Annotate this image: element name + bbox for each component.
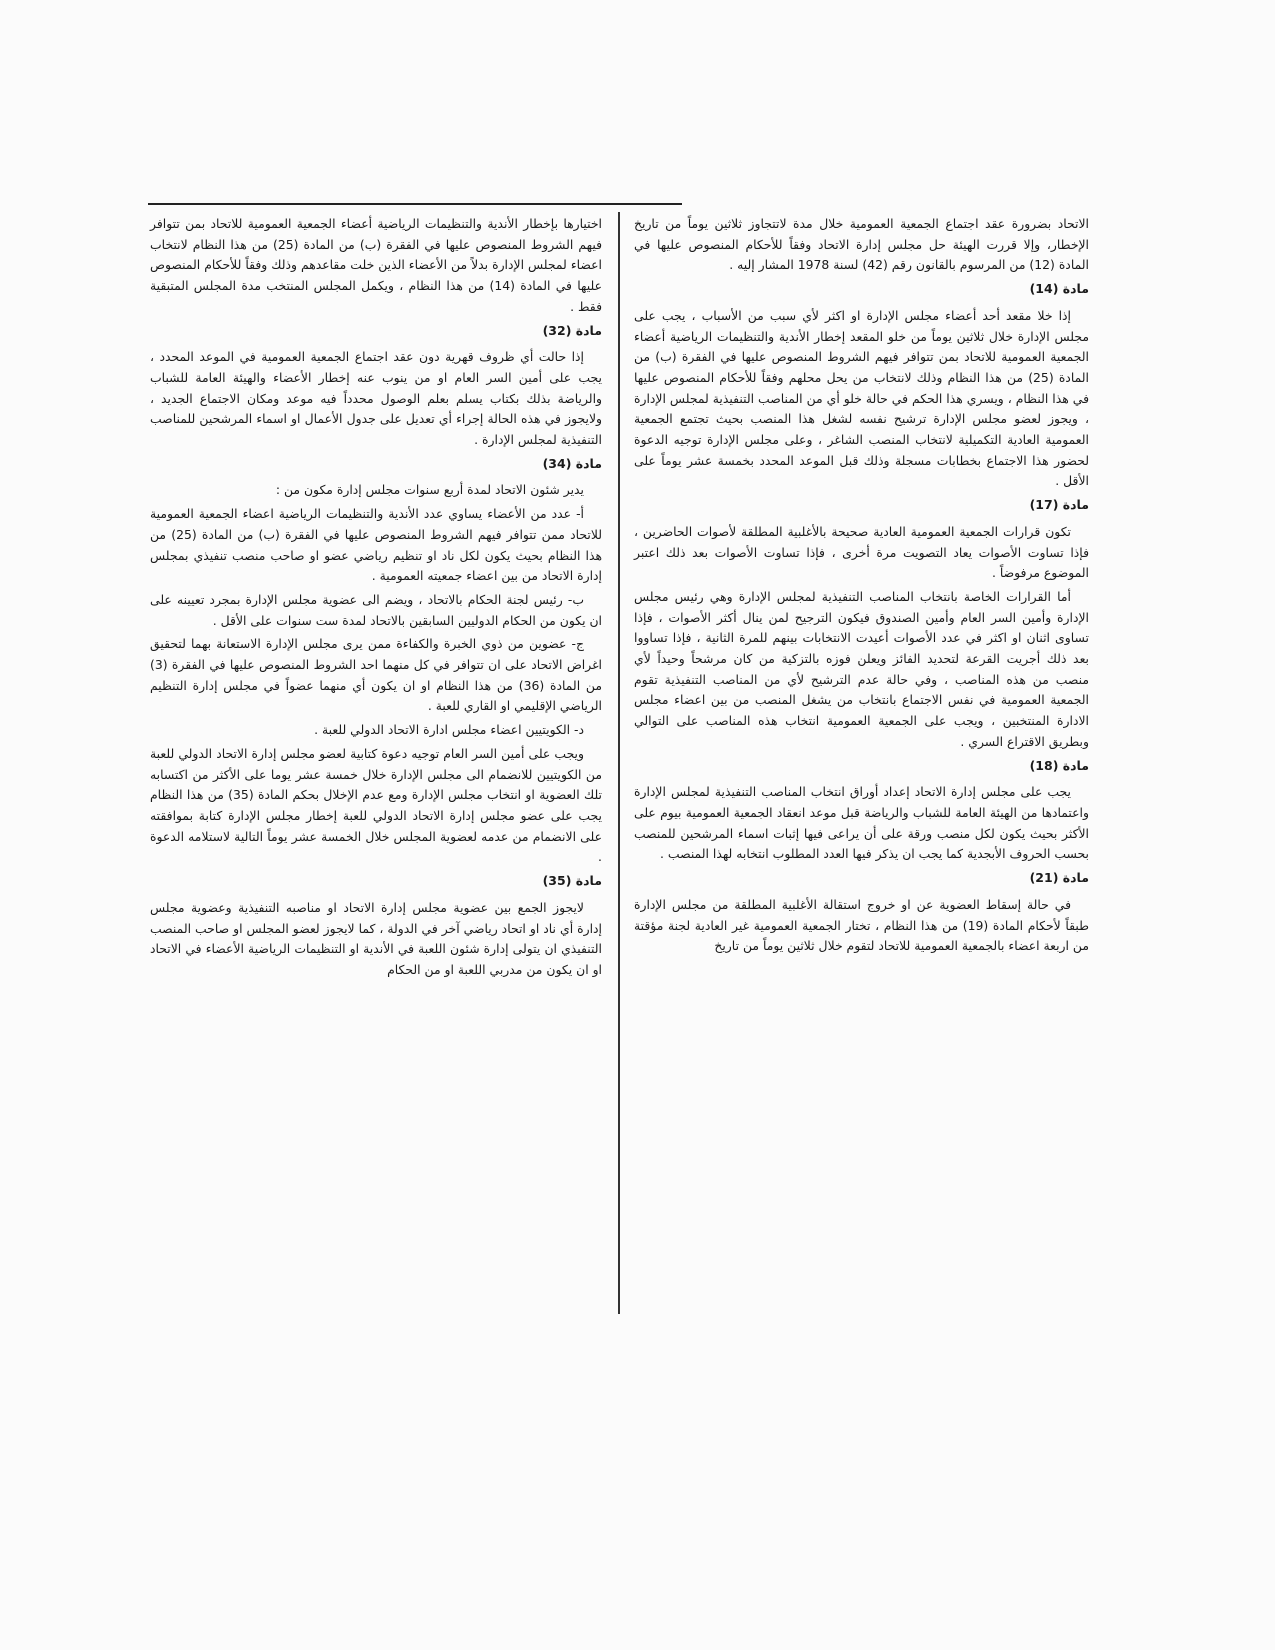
article-21-continuation: اختيارها بإخطار الأندية والتنظيمات الرياضية أعضاء الجمعية العمومية للاتحاد بمن تتوافر فيهم الشروط المنصوص عليها في الفقرة (ب) من المادة (25) من هذا النظام لانتخاب اعضاء لمجلس الإدارة بدلاً من الأعضاء الذين خلت مقاعدهم وذلك وفقاً للأحكام المنصوص عليها في المادة (14) من هذا النظام ، ويكمل المجلس المنتخب مدة المجلس المتبقية فقط . [150, 216, 602, 314]
article-32-heading [150, 321, 602, 342]
article-14-text: إذا خلا مقعد أحد أعضاء مجلس الإدارة او اكثر لأي سبب من الأسباب ، يجب على مجلس الإدارة خلال ثلاثين يوماً من خلو المقعد إخطار الأندية والتنظيمات الرياضية أعضاء الجمعية العمومية للاتحاد بمن تتوافر فيهم الشروط المنصوص عليها في الفقرة (ب) من المادة (25) من هذا النظام وذلك لانتخاب من يحل محلهم وفقاً للأحكام المنصوص عليها في هذا النظام ، ويسري هذا الحكم في حالة خلو أي من المناصب التنفيذية لمجلس الإدارة ، ويجوز لعضو مجلس الإدارة ترشيح نفسه لشغل هذا المنصب بحيث تجتمع الجمعية العمومية العادية التكميلية لانتخاب المنصب الشاغر ، وعلى مجلس الإدارة توجيه الدعوة لحضور هذا الاجتماع بخطابات مسجلة وذلك قبل الموعد المحدد بخمسة عشر يوماً على الأقل . [634, 307, 1089, 489]
article-34-heading [150, 454, 602, 475]
article-34-intro: يدير شئون الاتحاد لمدة أربع سنوات مجلس إدارة مكون من : [275, 482, 584, 498]
article-34-item-a: أ- عدد من الأعضاء يساوي عدد الأندية والتنظيمات الرياضية اعضاء الجمعية العمومية للاتحاد ممن تتوافر فيهم الشروط المنصوص عليها في الفقرة (ب) من المادة (25) من هذا النظام بحيث يكون لكل ناد او تنظيم رياضي عضو او صاحب منصب تنفيذي بمجلس إدارة الاتحاد من بين اعضاء جمعيته العمومية . [150, 506, 603, 584]
article-34-item-b: ب- رئيس لجنة الحكام بالاتحاد ، ويضم الى عضوية مجلس الإدارة بمجرد تعيينه على ان يكون من الحكام الدوليين السابقين بالاتحاد لمدة ست سنوات على الأقل . [150, 591, 602, 628]
column-divider [618, 212, 620, 1314]
article-35-title: مادة (35) [542, 873, 602, 889]
article-21-text: في حالة إسقاط العضوية عن او خروج استقالة الأغلبية المطلقة من مجلس الإدارة طبقاً لأحكام المادة (19) من هذا النظام ، تختار الجمعية العمومية غير العادية لجنة مؤقتة من اربعة اعضاء بالجمعية العمومية للاتحاد لتقوم خلال ثلاثين يوماً من تاريخ [634, 896, 1089, 954]
article-32-text: إذا حالت أي ظروف قهرية دون عقد اجتماع الجمعية العمومية في الموعد المحدد ، يجب على أمين السر العام او من ينوب عنه إخطار الأعضاء والهيئة العامة للشباب والرياضة بذلك بكتاب يسلم بعلم الوصول محدداً فيه موعد ومكان الاجتماع الجديد ، ولايجوز في هذه الحالة إجراء أي تعديل على جدول الأعمال او اسماء المرشحين للمناصب التنفيذية لمجلس الإدارة . [150, 349, 602, 448]
article-17-heading [634, 495, 1089, 516]
article-21-title: مادة (21) [1029, 870, 1089, 886]
left-column [150, 214, 602, 984]
article-14-title: مادة (14) [1029, 281, 1089, 297]
article-18-heading [634, 756, 1089, 777]
article-34-item-d: د- الكويتيين اعضاء مجلس ادارة الاتحاد الدولي للعبة . [314, 722, 584, 738]
article-34-title: مادة (34) [542, 455, 602, 471]
article-34-closing: ويجب على أمين السر العام توجيه دعوة كتابية لعضو مجلس إدارة الاتحاد الدولي للعبة من الكويتيين للانضمام الى مجلس الإدارة خلال خمسة عشر يوما على الأكثر من اكتسابه تلك العضوية او انتخاب مجلس الإدارة ومع عدم الإخلال بحكم المادة (35) من هذا النظام يجب على عضو مجلس إدارة الاتحاد الدولي للعبة إخطار مجلس الإدارة كتابة بموافقته على الانضمام من عدمه لعضوية المجلس خلال الخمسة عشر يوماً التالية لاستلامه الدعوة . [150, 745, 602, 865]
article-18-title: مادة (18) [1029, 757, 1089, 773]
article-17-paragraph-2: أما القرارات الخاصة بانتخاب المناصب التنفيذية لمجلس الإدارة وهي رئيس مجلس الإدارة وأمين السر العام وأمين الصندوق فيكون الترجيح لمن ينال أكثر الأصوات ، فإذا تساوى اثنان او اكثر في عدد الأصوات أعيدت الانتخابات بينهم للمرة الثانية ، فإذا تساووا بعد ذلك أجريت القرعة لتحديد الفائز ويعلن فوزه بالتزكية من كان مرشحاً وحيداً لأي منصب من هذه المناصب ، وفي حالة عدم الترشيح لأي من المناصب التنفيذية تقوم الجمعية العمومية في نفس الاجتماع بانتخاب من يشغل المنصب من بين اعضاء مجلس الادارة المنتخبين ، ويجب على الجمعية العمومية انتخاب هذه المناصب على التوالي وبطريق الاقتراع السري . [634, 588, 1089, 749]
article-13-continuation: الاتحاد بضرورة عقد اجتماع الجمعية العمومية خلال مدة لاتتجاوز ثلاثين يوماً من تاريخ الإخطار، وإلا قررت الهيئة حل مجلس إدارة الاتحاد وفقاً للأحكام المنصوص عليها في المادة (12) من المرسوم بالقانون رقم (42) لسنة 1978 المشار إليه . [634, 216, 1089, 273]
article-17-title: مادة (17) [1029, 497, 1089, 513]
article-18-text: يجب على مجلس إدارة الاتحاد إعداد أوراق انتخاب المناصب التنفيذية لمجلس الإدارة واعتمادها من الهيئة العامة للشباب والرياضة قبل موعد انعقاد الجمعية العمومية بيوم على الأكثر بحيث يكون لكل منصب ورقة على أن يراعى فيها إثبات اسماء المرشحين للمنصب بحسب الحروف الأبجدية كما يجب ان يذكر فيها العدد المطلوب انتخابه لهذا المنصب . [634, 784, 1089, 862]
right-column [634, 214, 1089, 960]
top-rule-middle [582, 203, 682, 205]
article-32-title: مادة (32) [542, 322, 602, 338]
article-35-text: لايجوز الجمع بين عضوية مجلس إدارة الاتحاد او مناصبه التنفيذية وعضوية مجلس إدارة أي ناد او اتحاد رياضي آخر في الدولة ، كما لايجوز لعضو المجلس او صاحب المنصب التنفيذي ان يتولى إدارة شئون اللعبة في الأندية او التنظيمات الرياضية الأعضاء في الاتحاد او ان يكون من مدربي اللعبة او من الحكام [150, 899, 602, 977]
top-rule-left [148, 203, 588, 205]
article-35-heading [150, 871, 602, 892]
article-21-heading [634, 868, 1089, 889]
article-17-paragraph-1: تكون قرارات الجمعية العمومية العادية صحيحة بالأغلبية المطلقة لأصوات الحاضرين ، فإذا تساوت الأصوات يعاد التصويت مرة أخرى ، فإذا تساوت الأصوات بعد ذلك اعتبر الموضوع مرفوضاً . [634, 523, 1089, 581]
article-14-heading [634, 279, 1089, 300]
article-34-item-c: ج- عضوين من ذوي الخبرة والكفاءة ممن يرى مجلس الإدارة الاستعانة بهما لتحقيق اغراض الاتحاد على ان تتوافر في كل منهما احد الشروط المنصوص عليها في الفقرة (3) من المادة (36) من هذا النظام او ان يكون أي منهما عضواً في مجلس إدارة التنظيم الرياضي الإقليمي او القاري للعبة . [150, 636, 602, 714]
